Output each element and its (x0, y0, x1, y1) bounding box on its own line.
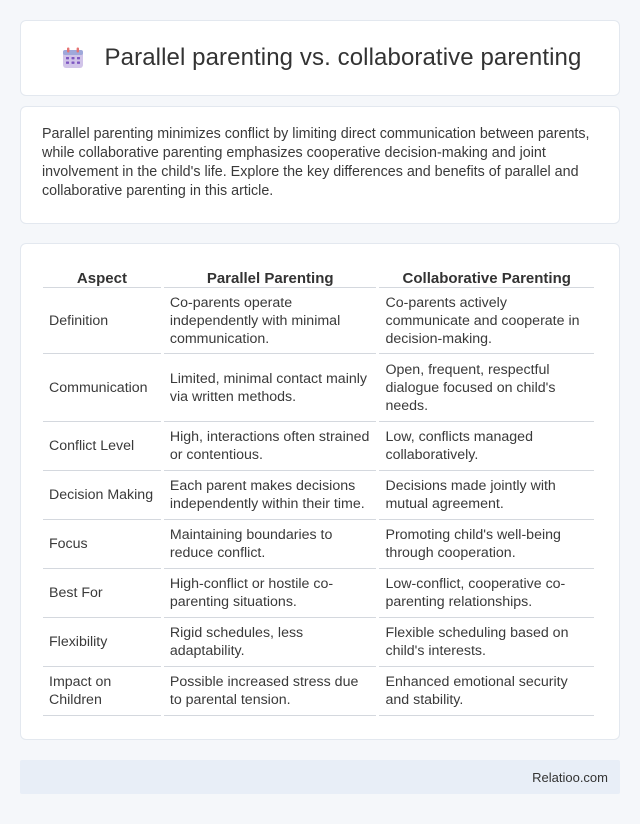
aspect-cell: Best For (43, 569, 161, 618)
header-aspect: Aspect (43, 262, 161, 288)
table-row (43, 471, 594, 520)
aspect-cell: Focus (43, 520, 161, 569)
parallel-cell: Maintaining boundaries to reduce conflict. (164, 520, 377, 569)
collaborative-cell: Low, conflicts managed collaboratively. (379, 422, 594, 471)
parallel-cell: Co-parents operate independently with minimal communication. (164, 288, 377, 354)
table-row (43, 618, 594, 667)
parallel-cell: Rigid schedules, less adaptability. (164, 618, 377, 667)
footer-brand: Relatioo.com (532, 769, 608, 785)
header-card (20, 20, 620, 96)
parallel-cell: High-conflict or hostile co-parenting situations. (164, 569, 377, 618)
footer-bar (20, 760, 620, 794)
comparison-card (20, 243, 620, 740)
collaborative-cell: Promoting child's well-being through cooperation. (379, 520, 594, 569)
calendar-icon (59, 44, 87, 72)
header-collaborative: Collaborative Parenting (379, 262, 594, 288)
intro-text: Parallel parenting minimizes conflict by limiting direct communication between parents, while collaborative parenting emphasizes cooperative decision-making and joint involvement in the child's life. Explore the key differences and benefits of parallel and collaborative parenting in this article. (42, 126, 590, 199)
aspect-cell: Communication (43, 354, 161, 422)
aspect-cell: Flexibility (43, 618, 161, 667)
collaborative-cell: Decisions made jointly with mutual agreement. (379, 471, 594, 520)
collaborative-cell: Low-conflict, cooperative co-parenting relationships. (379, 569, 594, 618)
collaborative-cell: Enhanced emotional security and stability. (379, 667, 594, 716)
aspect-cell: Decision Making (43, 471, 161, 520)
page-title: Parallel parenting vs. collaborative parenting (104, 44, 582, 71)
table-row (43, 288, 594, 354)
aspect-cell: Definition (43, 288, 161, 354)
parallel-cell: Limited, minimal contact mainly via written methods. (164, 354, 377, 422)
parallel-cell: Possible increased stress due to parental tension. (164, 667, 377, 716)
table-header-row (43, 262, 594, 288)
collaborative-cell: Open, frequent, respectful dialogue focused on child's needs. (379, 354, 594, 422)
aspect-cell: Conflict Level (43, 422, 161, 471)
aspect-cell: Impact on Children (43, 667, 161, 716)
table-row (43, 520, 594, 569)
comparison-table (40, 262, 597, 716)
header-parallel: Parallel Parenting (164, 262, 377, 288)
collaborative-cell: Flexible scheduling based on child's interests. (379, 618, 594, 667)
table-row (43, 422, 594, 471)
table-row (43, 667, 594, 716)
parallel-cell: Each parent makes decisions independently within their time. (164, 471, 377, 520)
table-row (43, 354, 594, 422)
collaborative-cell: Co-parents actively communicate and cooperate in decision-making. (379, 288, 594, 354)
parallel-cell: High, interactions often strained or contentious. (164, 422, 377, 471)
intro-card (20, 106, 620, 224)
table-row (43, 569, 594, 618)
